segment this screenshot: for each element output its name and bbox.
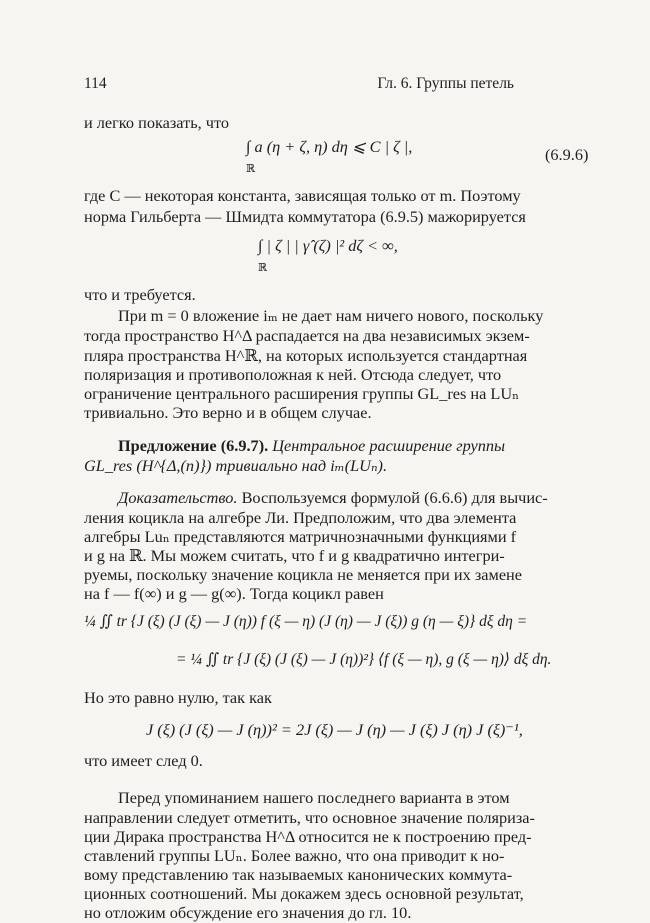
text-line: где C — некоторая константа, зависящая только от m. Поэтому bbox=[84, 186, 521, 205]
text-line: Перед упоминанием нашего последнего варианта в этом bbox=[118, 788, 510, 807]
proposition-heading bbox=[84, 436, 630, 456]
formula-domain: ℝ bbox=[258, 262, 268, 274]
text-line: При m = 0 вложение iₘ не дает нам ничего нового, поскольку bbox=[118, 306, 544, 325]
text-line: руемы, поскольку значение коцикла не меняется при их замене bbox=[84, 565, 522, 584]
text-line: ограничение центрального расширения группы GL_res на LUₙ bbox=[84, 384, 520, 403]
text-line: норма Гильберта — Шмидта коммутатора (6.9.5) мажорируется bbox=[84, 207, 526, 226]
text-line: тривиально. Это верно и в общем случае. bbox=[84, 403, 372, 422]
proof-label: Доказательство. bbox=[118, 488, 238, 507]
text-line: поляризация и противоположная к ней. Отсюда следует, что bbox=[84, 365, 502, 384]
proposition-text-cont: GL_res (H^{Δ,(n)}) тривиально над iₘ(LUₙ). bbox=[84, 456, 388, 475]
text-line: направлении следует отметить, что основное значение поляриза- bbox=[84, 808, 535, 827]
text-line: и легко показать, что bbox=[84, 113, 229, 132]
text-line: что и требуется. bbox=[84, 285, 196, 304]
proposition-text: Центральное расширение группы bbox=[272, 436, 506, 455]
text-line: ставлений группы LUₙ. Более важно, что она приводит к но- bbox=[84, 846, 505, 865]
text-line: вому представлению так называемых канонических коммута- bbox=[84, 865, 513, 884]
trace-formula: J (ξ) (J (ξ) — J (η))² = 2J (ξ) — J (η) — J (ξ) J (η) J (ξ)⁻¹, bbox=[146, 720, 523, 739]
cocycle-formula-line1: ¼ ∬ tr {J (ξ) (J (ξ) — J (η)) f (ξ — η) (J (η) — J (ξ)) g (η — ξ)} dξ dη = bbox=[84, 613, 528, 630]
text-line: ционных соотношений. Мы докажем здесь основной результат, bbox=[84, 884, 524, 903]
running-title: Гл. 6. Группы петель bbox=[377, 75, 514, 92]
formula-integral-finite: ∫ | ζ | | γ̂ (ζ) |² dζ < ∞, bbox=[258, 236, 398, 255]
text-line: тогда пространство H^Δ распадается на два независимых экзем- bbox=[84, 326, 530, 345]
text-line: алгебры Luₙ представляются матричнозначными функциями f bbox=[84, 527, 517, 546]
cocycle-formula-line2: = ¼ ∬ tr {J (ξ) (J (ξ) — J (η))²} ⟨f (ξ — η), g (ξ — η)⟩ dξ dη. bbox=[176, 651, 552, 668]
equation-number: (6.9.6) bbox=[545, 145, 589, 164]
text-line: ции Дирака пространства H^Δ относится не к построению пред- bbox=[84, 827, 532, 846]
text-line: что имеет след 0. bbox=[84, 751, 203, 770]
proof-line: Доказательство. Воспользуемся формулой (6.6.6) для вычис- bbox=[118, 488, 548, 507]
text-line: на f — f(∞) и g — g(∞). Тогда коцикл равен bbox=[84, 584, 384, 603]
formula-6-9-6: ∫ a (η + ζ, η) dη ⩽ C | ζ |, bbox=[246, 137, 413, 156]
page-number: 114 bbox=[84, 75, 107, 92]
text-line: но отложим обсуждение его значения до гл. 10. bbox=[84, 903, 412, 922]
text-line: и g на ℝ. Мы можем считать, что f и g квадратично интегри- bbox=[84, 546, 505, 565]
proposition-label: Предложение (6.9.7). bbox=[118, 436, 269, 455]
text-line: пляра пространства H^ℝ, на которых используется стандартная bbox=[84, 346, 528, 365]
text-line: ления коцикла на алгебре Ли. Предположим, что два элемента bbox=[84, 508, 517, 527]
formula-6-9-6-domain: ℝ bbox=[246, 163, 256, 175]
text-line: Но это равно нулю, так как bbox=[84, 688, 272, 707]
